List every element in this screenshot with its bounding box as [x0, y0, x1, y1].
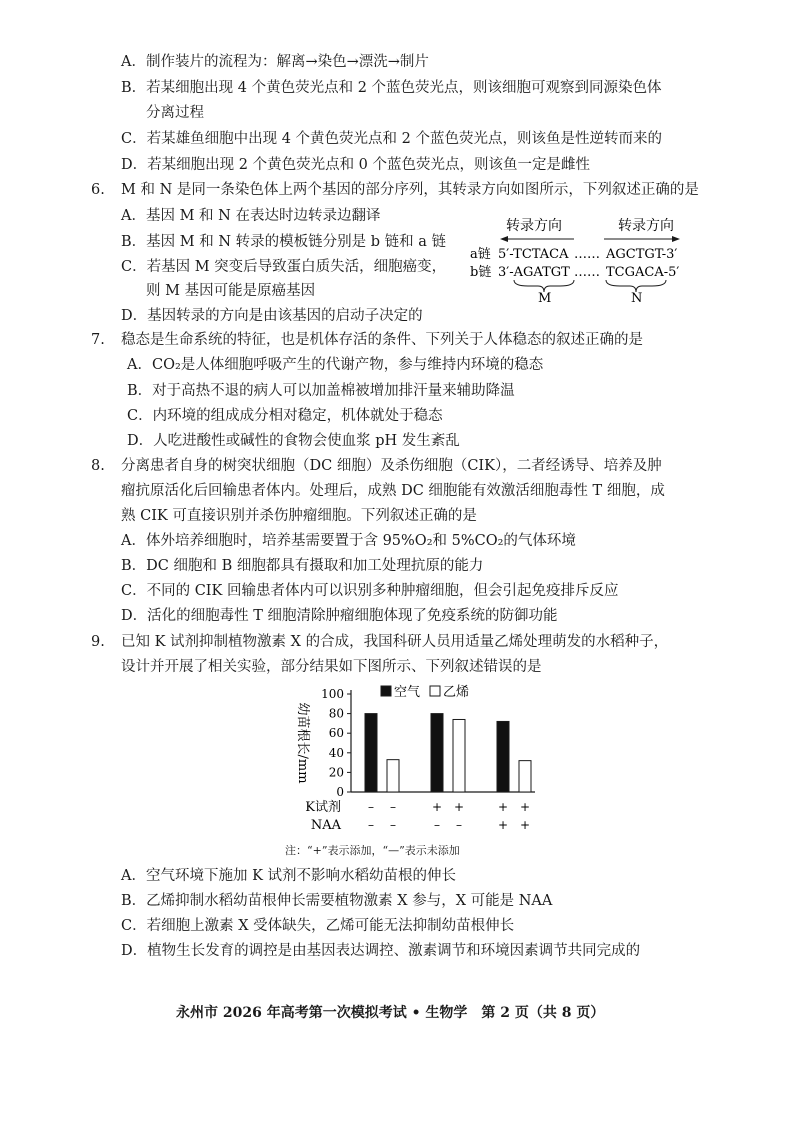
q6-option-b: B．基因 M 和 N 转录的模板链分别是 b 链和 a 链 [121, 234, 446, 250]
q6-option-c-cont: 则 M 基因可能是原癌基因 [146, 283, 316, 299]
q8-option-a: A．体外培养细胞时，培养基需要置于含 95%O₂和 5%CO₂的气体环境 [121, 533, 576, 549]
bar-ethylene [519, 761, 531, 792]
y-tick-label: 100 [321, 687, 344, 701]
naa-sign: + [497, 818, 509, 832]
bar-air [497, 721, 509, 792]
q9-option-d: D．植物生长发育的调控是由基因表达调控、激素调节和环境因素调节共同完成的 [121, 943, 641, 959]
naa-sign: – [368, 818, 374, 832]
y-tick-label: 40 [328, 745, 344, 760]
q8-stem-line2: 瘤抗原活化后回输患者体内。处理后，成熟 DC 细胞能有效激活细胞毒性 T 细胞，成 [121, 483, 665, 499]
q8-option-b: B．DC 细胞和 B 细胞都具有摄取和加工处理抗原的能力 [121, 558, 484, 574]
a-strand-right: AGCTGT-3′ [606, 247, 678, 262]
gene-n-label: N [631, 291, 643, 304]
legend-swatch-ethylene [430, 686, 440, 696]
q8-option-c: C．不同的 CIK 回输患者体内可以识别多种肿瘤细胞，但会引起免疫排斥反应 [121, 583, 619, 599]
legend-label-ethylene: 乙烯 [443, 685, 470, 700]
dna-diagram [470, 212, 710, 304]
b-strand-dots: …… [574, 265, 600, 280]
bar-air [431, 714, 443, 792]
page-footer: 永州市 2026 年高考第一次模拟考试 • 生物学 第 2 页（共 8 页） [176, 1005, 605, 1021]
q6-option-a: A．基因 M 和 N 在表达时边转录边翻译 [121, 208, 381, 224]
naa-sign: – [456, 818, 462, 832]
k-reagent-sign: + [431, 800, 443, 814]
q7-option-b: B．对于高热不退的病人可以加盖棉被增加排汗量来辅助降温 [127, 383, 515, 399]
q5-option-a: A．制作装片的流程为：解离→染色→漂洗→制片 [121, 54, 429, 70]
q9-number: 9. [91, 634, 105, 650]
q7-option-c: C．内环境的组成成分相对稳定，机体就处于稳态 [127, 408, 443, 424]
q9-chart-note: 注：“+”表示添加，“—”表示未添加 [285, 844, 460, 857]
bar-ethylene [453, 719, 465, 792]
dir-left-arrowhead [500, 236, 508, 242]
q6-stem: M 和 N 是同一条染色体上两个基因的部分序列，其转录方向如图所示，下列叙述正确的是 [121, 182, 699, 198]
k-reagent-sign: – [368, 800, 374, 814]
y-tick-label: 60 [328, 726, 344, 741]
q9-option-a: A．空气环境下施加 K 试剂不影响水稻幼苗根的伸长 [121, 868, 457, 884]
q8-stem-line1: 分离患者自身的树突状细胞（DC 细胞）及杀伤细胞（CIK），二者经诱导、培养及肿 [121, 458, 662, 474]
y-tick-label: 80 [328, 706, 344, 721]
y-tick-label: 20 [328, 765, 344, 780]
b-strand-label: b链 [470, 265, 492, 280]
y-tick-label: 0 [336, 785, 344, 799]
q9-stem-line2: 设计并开展了相关实验，部分结果如下图所示、下列叙述错误的是 [121, 659, 542, 675]
q5-option-d: D．若某细胞出现 2 个黄色荧光点和 0 个蓝色荧光点，则该鱼一定是雌性 [121, 157, 591, 173]
q6-number: 6. [91, 182, 105, 198]
q6-option-c: C．若基因 M 突变后导致蛋白质失活，细胞癌变， [121, 259, 447, 275]
q9-bar-chart [285, 680, 545, 835]
q7-stem: 稳态是生命系统的特征，也是机体存活的条件、下列关于人体稳态的叙述正确的是 [121, 332, 643, 348]
q5-option-b: B．若某细胞出现 4 个黄色荧光点和 2 个蓝色荧光点，则该细胞可观察到同源染色体 [121, 80, 662, 96]
naa-sign: – [434, 818, 440, 832]
y-axis-label: 幼苗根长/mm [295, 702, 310, 784]
k-reagent-sign: – [390, 800, 396, 814]
q9-stem-line1: 已知 K 试剂抑制植物激素 X 的合成，我国科研人员用适量乙烯处理萌发的水稻种子， [121, 634, 669, 650]
k-reagent-sign: + [453, 800, 465, 814]
b-strand-left: 3′-AGATGT [498, 265, 570, 280]
naa-sign: – [390, 818, 396, 832]
k-reagent-sign: + [519, 800, 531, 814]
q9-option-b: B．乙烯抑制水稻幼苗根伸长需要植物激素 X 参与，X 可能是 NAA [121, 893, 553, 909]
row-label-k-reagent: K试剂 [305, 800, 341, 815]
dir-left-label: 转录方向 [506, 218, 562, 234]
dir-right-label: 转录方向 [618, 218, 674, 234]
q7-option-a: A．CO₂是人体细胞呼吸产生的代谢产物，参与维持内环境的稳态 [127, 357, 544, 373]
q8-option-d: D．活化的细胞毒性 T 细胞清除肿瘤细胞体现了免疫系统的防御功能 [121, 608, 558, 624]
q6-option-d: D．基因转录的方向是由该基因的启动子决定的 [121, 308, 423, 324]
dir-right-arrowhead [672, 236, 680, 242]
naa-sign: + [519, 818, 531, 832]
a-strand-label: a链 [470, 247, 491, 262]
q8-number: 8. [91, 458, 105, 474]
k-reagent-sign: + [497, 800, 509, 814]
q5-option-b-cont: 分离过程 [146, 105, 204, 121]
q5-option-c: C．若某雄鱼细胞中出现 4 个黄色荧光点和 2 个蓝色荧光点，则该鱼是性逆转而来的 [121, 131, 662, 147]
q8-stem-line3: 熟 CIK 可直接识别并杀伤肿瘤细胞。下列叙述正确的是 [121, 508, 477, 524]
b-strand-right: TCGACA-5′ [606, 265, 680, 280]
q7-option-d: D．人吃进酸性或碱性的食物会使血浆 pH 发生紊乱 [127, 433, 460, 449]
legend-label-air: 空气 [394, 685, 421, 700]
a-strand-dots: …… [574, 247, 600, 262]
a-strand-left: 5′-TCTACA [498, 247, 569, 262]
gene-m-label: M [538, 291, 552, 304]
bar-air [365, 714, 377, 792]
legend-swatch-air [381, 686, 391, 696]
bar-ethylene [387, 760, 399, 792]
q7-number: 7. [91, 332, 105, 348]
q9-option-c: C．若细胞上激素 X 受体缺失，乙烯可能无法抑制幼苗根伸长 [121, 918, 515, 934]
row-label-naa: NAA [310, 818, 341, 833]
